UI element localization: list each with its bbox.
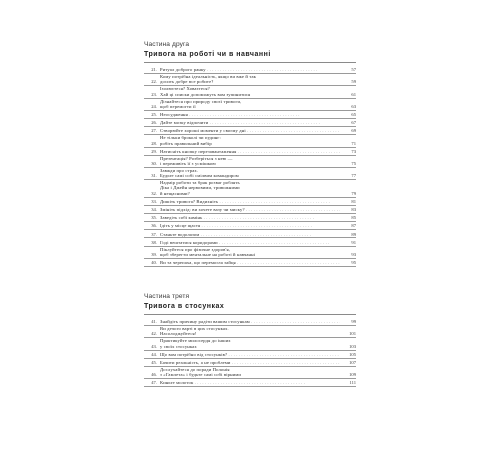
entry-title: Ізолюєтеся? Ховаєтеся? Хай ці списки допоможуть вам зупинитися	[160, 86, 251, 97]
entry-number: 24.	[151, 103, 157, 109]
entry-title: Завжди про страх. Будьте самі собі смілвим командиром	[160, 167, 239, 179]
entry-number: 31.	[151, 173, 157, 179]
toc-entry	[144, 326, 356, 338]
entry-page-number: 109	[349, 372, 356, 378]
entry-page-number: 69	[351, 128, 356, 134]
entry-page-number: 73	[351, 148, 356, 154]
toc-entry	[144, 230, 356, 238]
toc-entry	[144, 119, 356, 127]
entry-number: 40.	[151, 260, 157, 266]
entry-number: 27.	[151, 128, 157, 134]
entry-title: Натисніть кнопку перезавантаження . . .	[160, 149, 340, 154]
entry-title: Надмір роботи та брак розваг роблять Діка і Джейн нервовими, тривожними й нещасними?	[160, 180, 240, 196]
toc-entry	[144, 66, 356, 74]
entry-title: Дишіть тривога? Видихніть . . .	[160, 199, 340, 204]
entry-number: 22.	[151, 79, 157, 85]
toc-entry	[144, 222, 356, 230]
entry-number: 46.	[151, 372, 157, 378]
entry-number: 42.	[151, 331, 157, 337]
entry-page-number: 103	[349, 343, 356, 349]
toc-entry	[144, 318, 356, 326]
entry-page-number: 85	[351, 215, 356, 221]
toc-section-part-three	[144, 293, 356, 387]
toc-entry	[144, 156, 356, 168]
title-divider	[144, 314, 356, 315]
entry-page-number: 91	[351, 239, 356, 245]
entry-title: Ви дечого варті в цих стосунках. Насолоджуйтеся!	[160, 326, 229, 337]
entry-title: Киньте молоток . . .	[160, 380, 340, 385]
entry-number: 29.	[151, 148, 157, 154]
entry-title: Дослухайтеся до поради Полонія з «Гамлета» і будьте самі собі вірними	[160, 366, 241, 378]
entry-number: 25.	[151, 112, 157, 118]
part-title: Тривога на роботі чи в навчанні	[144, 51, 271, 58]
entry-title: Змініть підхід: ви хочете вазу чи миску? . . .	[160, 207, 340, 212]
entry-page-number: 61	[351, 91, 356, 97]
entry-number: 35.	[151, 215, 157, 221]
toc-entry	[144, 259, 356, 267]
part-label: Частина третя	[144, 293, 190, 300]
entry-page-number: 65	[351, 112, 356, 118]
toc-entry	[144, 238, 356, 246]
entry-page-number: 105	[349, 351, 356, 357]
entry-page-number: 77	[351, 173, 356, 179]
entry-title: Годі вештатися коридорами . . .	[160, 240, 340, 245]
entry-number: 21.	[151, 67, 157, 73]
toc-entry	[144, 99, 356, 111]
entry-page-number: 89	[351, 231, 356, 237]
entry-number: 36.	[151, 223, 157, 229]
entry-title: Ритуал доброго ранку . . .	[160, 67, 340, 72]
entry-page-number: 93	[351, 251, 356, 257]
entry-title: Неосудження . . .	[160, 112, 340, 117]
entry-title: Презентація? Розберіться з нею — і переживіть її з усмішкою	[160, 155, 233, 166]
toc-entry	[144, 379, 356, 387]
entry-title: Не тільки броколі чи пудинг: робіть правильний вибір	[160, 135, 221, 146]
toc-entry	[144, 111, 356, 119]
entry-title: Знайдіть причину радіти вашим стосункам . . .	[160, 319, 340, 324]
entry-page-number: 67	[351, 120, 356, 126]
entry-title: Дайте мозку відпочити . . .	[160, 120, 340, 125]
toc-entry	[144, 135, 356, 147]
toc-entry	[144, 180, 356, 197]
entry-page-number: 79	[351, 190, 356, 196]
entry-page-number: 83	[351, 207, 356, 213]
toc-entry	[144, 86, 356, 98]
entry-number: 39.	[151, 251, 157, 257]
toc-entry	[144, 247, 356, 259]
entry-number: 47.	[151, 380, 157, 386]
entry-page-number: 95	[351, 260, 356, 266]
toc-list	[144, 318, 356, 387]
entry-page-number: 57	[351, 67, 356, 73]
entry-number: 33.	[151, 198, 157, 204]
entry-page-number: 81	[351, 198, 356, 204]
entry-number: 38.	[151, 239, 157, 245]
entry-number: 43.	[151, 343, 157, 349]
entry-page-number: 87	[351, 223, 356, 229]
entry-page-number: 63	[351, 103, 356, 109]
entry-title: Практикуйте милосердя до інших у своїх стосунках	[160, 338, 231, 349]
entry-page-number: 99	[351, 319, 356, 325]
entry-page-number: 101	[349, 331, 356, 337]
entry-number: 28.	[151, 140, 157, 146]
toc-list	[144, 66, 356, 267]
entry-page-number: 107	[349, 360, 356, 366]
entry-page-number: 71	[351, 140, 356, 146]
entry-number: 26.	[151, 120, 157, 126]
entry-title: Ви та черепаха, що перемогла зайця . . .	[160, 260, 340, 265]
toc-entry	[144, 198, 356, 206]
entry-title: Створюйте хороші моменти у своєму дні . . .	[160, 128, 340, 133]
toc-entry	[144, 367, 356, 379]
entry-number: 34.	[151, 207, 157, 213]
entry-page-number: 75	[351, 160, 356, 166]
toc-entry	[144, 168, 356, 180]
entry-title: Піклуйтеся про фізичне здоров'я, щоб зберегти ментальне на роботі й навчанні	[160, 246, 256, 257]
entry-number: 37.	[151, 231, 157, 237]
entry-number: 23.	[151, 91, 157, 97]
part-title: Тривога в стосунках	[144, 303, 225, 310]
part-label: Частина друга	[144, 41, 190, 48]
toc-section-part-two	[144, 41, 356, 267]
toc-entry	[144, 338, 356, 350]
toc-entry	[144, 74, 356, 86]
entry-page-number: 59	[351, 79, 356, 85]
toc-entry	[144, 148, 356, 156]
entry-number: 45.	[151, 360, 157, 366]
entry-title: Що вам потрібно від стосунків? . . .	[160, 352, 340, 357]
entry-page-number: 111	[349, 380, 356, 386]
toc-entry	[144, 206, 356, 214]
entry-title: Кому потрібна ідеальність, якщо ви вже й так досить добре все робите?	[160, 74, 257, 85]
entry-number: 41.	[151, 319, 157, 325]
entry-title: Дізнайтеся про природу своєї тривоги, щоб перемогти її	[160, 98, 242, 109]
toc-entry	[144, 359, 356, 367]
entry-number: 32.	[151, 190, 157, 196]
toc-entry	[144, 351, 356, 359]
title-divider	[144, 62, 356, 63]
entry-title: Бачити реальність, а не проблеми . . .	[160, 360, 340, 365]
entry-number: 30.	[151, 160, 157, 166]
entry-title: Станьте водолазом . . .	[160, 232, 340, 237]
entry-number: 44.	[151, 351, 157, 357]
toc-entry	[144, 127, 356, 135]
entry-title: Ідіть у місце щастя . . .	[160, 223, 340, 228]
entry-title: Заведіть собі камінь . . .	[160, 215, 340, 220]
toc-entry	[144, 214, 356, 222]
